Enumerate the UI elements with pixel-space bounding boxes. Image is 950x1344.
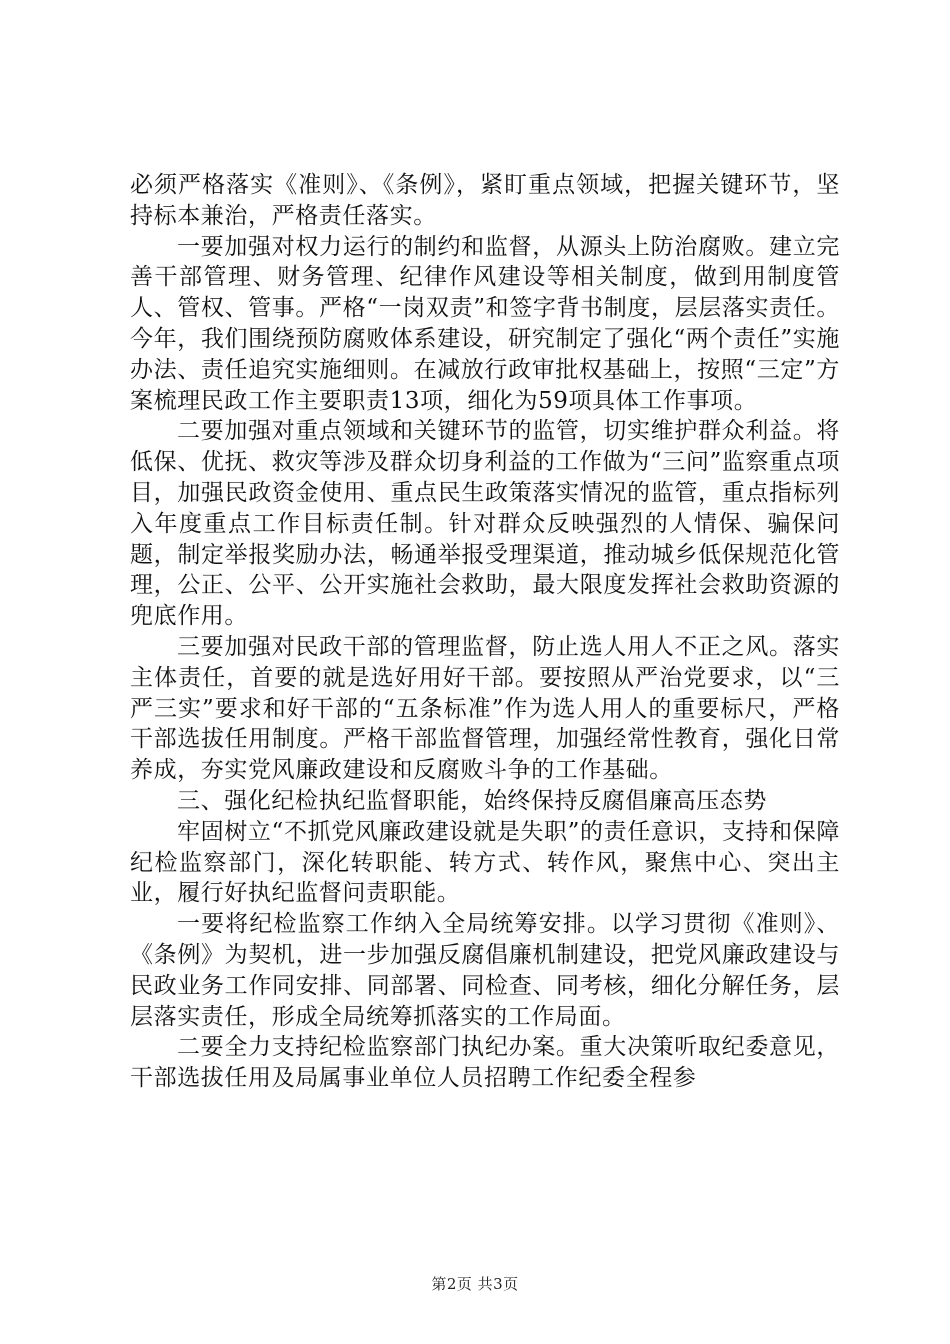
paragraph-power-supervision: 一要加强对权力运行的制约和监督，从源头上防治腐败。建立完善干部管理、财务管理、纪律作风建设等相关制度，做到用制度管人、管权、管事。严格“一岗双责”和签字背书制度，层层落实责任。今年，我们围绕预防腐败体系建设，研究制定了强化“两个责任”实施办法、责任追究实施细则。在减放行政审批权基础上，按照“三定”方案梳理民政工作主要职责13项，细化为59项具体工作事项。: [130, 233, 840, 414]
paragraph-support-discipline: 二要全力支持纪检监察部门执纪办案。重大决策听取纪委意见，干部选拔任用及局属事业单位人员招聘工作纪委全程参: [130, 1034, 840, 1092]
paragraph-key-areas-supervision: 二要加强对重点领域和关键环节的监管，切实维护群众利益。将低保、优抚、救灾等涉及群众切身利益的工作做为“三问”监察重点项目，加强民政资金使用、重点民生政策落实情况的监管，重点指标列入年度重点工作目标责任制。针对群众反映强烈的人情保、骗保问题，制定举报奖励办法，畅通举报受理渠道，推动城乡低保规范化管理，公正、公平、公开实施社会救助，最大限度发挥社会救助资源的兜底作用。: [130, 418, 840, 630]
paragraph-continuation: 必须严格落实《准则》、《条例》，紧盯重点领域，把握关键环节，坚持标本兼治，严格责任落实。: [130, 172, 840, 229]
paragraph-overall-planning: 一要将纪检监察工作纳入全局统筹安排。以学习贯彻《准则》、《条例》为契机，进一步加强反腐倡廉机制建设，把党风廉政建设与民政业务工作同安排、同部署、同检查、同考核，细化分解任务，层层落实责任，形成全局统筹抓落实的工作局面。: [130, 911, 840, 1030]
paragraph-responsibility-awareness: 牢固树立“不抓党风廉政建设就是失职”的责任意识，支持和保障纪检监察部门，深化转职能、转方式、转作风，聚焦中心、突出主业，履行好执纪监督问责职能。: [130, 818, 840, 907]
section-heading-3: 三、强化纪检执纪监督职能，始终保持反腐倡廉高压态势: [177, 787, 767, 814]
paragraph-cadre-management: 三要加强对民政干部的管理监督，防止选人用人不正之风。落实主体责任，首要的就是选好用好干部。要按照从严治党要求，以“三严三实”要求和好干部的“五条标准”作为选人用人的重要标尺，严格干部选拔任用制度。严格干部监督管理，加强经常性教育，强化日常养成，夯实党风廉政建设和反腐败斗争的工作基础。: [130, 633, 840, 784]
page-number-footer: 第2页 共3页: [431, 1275, 519, 1293]
document-body: [130, 170, 840, 1094]
